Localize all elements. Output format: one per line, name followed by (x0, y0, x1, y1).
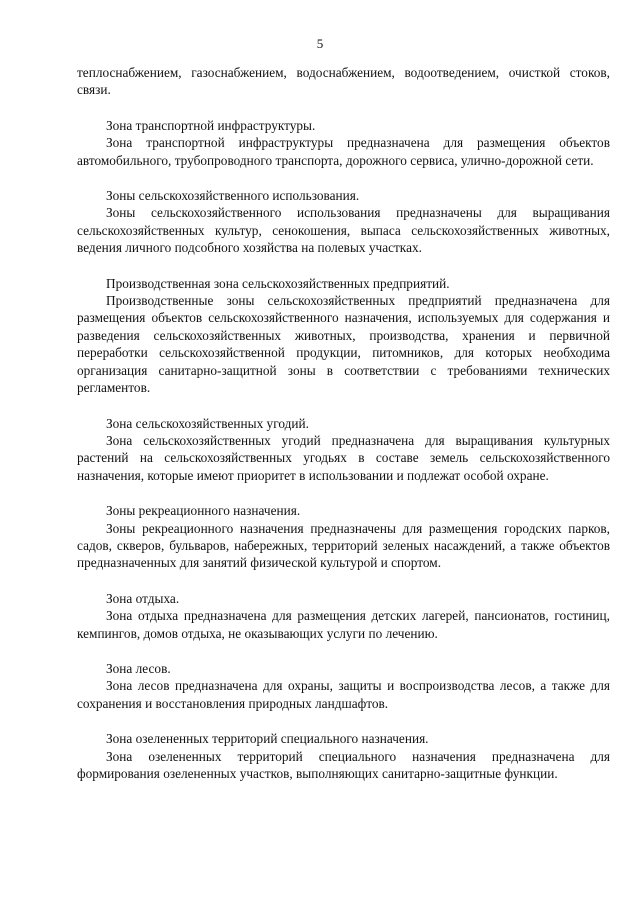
zone-heading: Зона лесов. (106, 660, 171, 676)
zone-section-agricultural-use (77, 187, 610, 257)
section-spacer (77, 257, 610, 275)
zone-heading: Производственная зона сельскохозяйственных предприятий. (106, 275, 450, 291)
zone-heading: Зоны сельскохозяйственного использования. (106, 188, 360, 204)
zone-section-agricultural-lands (77, 415, 610, 485)
document-body (77, 64, 610, 782)
zone-paragraph: Зона сельскохозяйственных угодий предназначена для выращивания культурных растений на сельскохозяйственных угодьях в составе земель сельскохозяйственного назначения, которые имеют приоритет в использовании и подлежат особой охране. (77, 432, 610, 483)
section-spacer (77, 169, 610, 187)
section-spacer (77, 484, 610, 502)
zone-paragraph: Зона транспортной инфраструктуры предназначена для размещения объектов автомобильного, трубопроводного транспорта, дорожного сервиса, улично-дорожной сети. (77, 135, 610, 168)
zone-section-recreational (77, 502, 610, 572)
intro-paragraph: теплоснабжением, газоснабжением, водоснабжением, водоотведением, очисткой стоков, связи. (77, 65, 610, 98)
zone-paragraph: Зона отдыха предназначена для размещения детских лагерей, пансионатов, гостиниц, кемпингов, домов отдыха, не оказывающих услуги по лечению. (77, 608, 610, 641)
zone-heading: Зона сельскохозяйственных угодий. (106, 415, 309, 431)
zone-section-green-special (77, 730, 610, 782)
zone-paragraph: Производственные зоны сельскохозяйственных предприятий предназначена для размещения объектов сельскохозяйственного назначения, используемых для содержания и разведения сельскохозяйственных животных, производства, хранения и первичной переработки сельскохозяйственной продукции, питомников, для которых необходима организация санитарно-защитной зоны в соответствии с требованиями технических регламентов. (77, 293, 610, 396)
zone-heading: Зона транспортной инфраструктуры. (106, 117, 316, 133)
zone-paragraph: Зоны сельскохозяйственного использования предназначены для выращивания сельскохозяйственных культур, сенокошения, выпаса сельскохозяйственных животных, ведения личного подсобного хозяйства на полевых участках. (77, 205, 610, 256)
zone-section-agricultural-enterprises (77, 275, 610, 397)
zone-paragraph: Зона лесов предназначена для охраны, защиты и воспроизводства лесов, а также для сохранения и восстановления природных ландшафтов. (77, 678, 610, 711)
zone-section-forests (77, 660, 610, 712)
section-spacer (77, 642, 610, 660)
zone-heading: Зоны рекреационного назначения. (106, 503, 301, 519)
zone-section-transport (77, 117, 610, 169)
section-spacer (77, 712, 610, 730)
page-number: 5 (316, 36, 324, 51)
zone-heading: Зона озелененных территорий специального назначения. (106, 731, 429, 747)
zone-paragraph: Зоны рекреационного назначения предназначены для размещения городских парков, садов, скверов, бульваров, набережных, территорий зеленых насаждений, а также объектов предназначенных для занятий физической культурой и спортом. (77, 520, 610, 571)
section-spacer (77, 397, 610, 415)
section-spacer (77, 99, 610, 117)
section-spacer (77, 572, 610, 590)
zone-section-rest (77, 590, 610, 642)
zone-paragraph: Зона озелененных территорий специального назначения предназначена для формирования озелененных участков, выполняющих санитарно-защитные функции. (77, 748, 610, 781)
zone-heading: Зона отдыха. (106, 590, 180, 606)
